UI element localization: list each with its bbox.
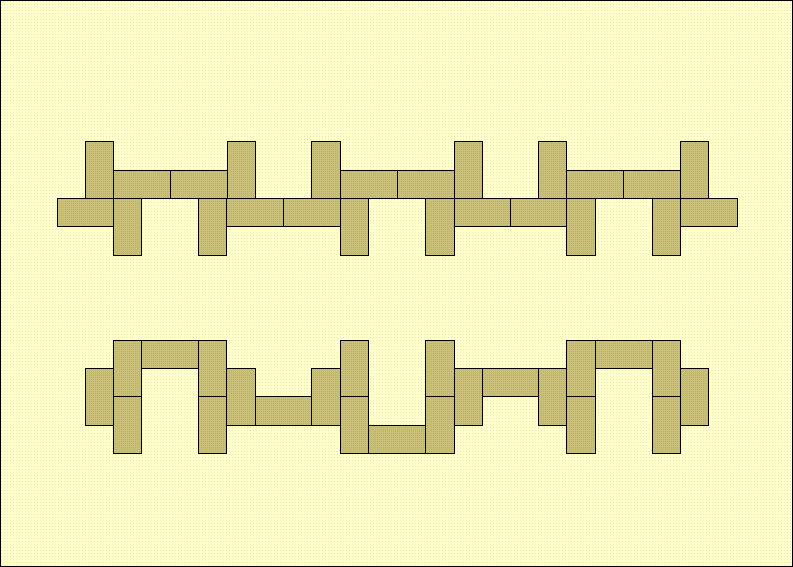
lower-domino-tile-3 — [142, 341, 199, 369]
upper-domino-tile-2 — [114, 171, 171, 199]
upper-domino-tile-10 — [341, 171, 398, 199]
lower-domino-tile-16 — [483, 369, 539, 397]
upper-domino-tile-23 — [653, 199, 681, 256]
lower-domino-tile-15 — [426, 397, 455, 454]
lower-domino-tile-5 — [199, 341, 227, 397]
upper-domino-tile-11 — [284, 199, 341, 227]
upper-domino-tile-20 — [567, 199, 596, 256]
lower-domino-tile-1 — [86, 369, 114, 426]
upper-domino-tile-3 — [58, 199, 114, 227]
background — [1, 1, 793, 567]
lower-domino-tile-20 — [567, 397, 596, 454]
lower-domino-tile-22 — [681, 369, 709, 426]
upper-domino-tile-9 — [312, 142, 341, 199]
lower-domino-tile-10 — [341, 341, 369, 397]
lower-domino-tile-7 — [199, 397, 227, 454]
upper-domino-tile-19 — [511, 199, 567, 227]
upper-domino-tile-8 — [227, 199, 284, 227]
upper-domino-tile-6 — [228, 142, 256, 199]
upper-domino-tile-1 — [86, 142, 114, 199]
lower-domino-tile-12 — [369, 426, 426, 454]
upper-domino-tile-17 — [539, 142, 567, 199]
upper-domino-tile-15 — [426, 199, 455, 256]
lower-domino-tile-21 — [653, 341, 681, 397]
lower-domino-tile-14 — [455, 369, 483, 426]
lower-domino-tile-8 — [256, 397, 312, 426]
upper-domino-tile-12 — [341, 199, 369, 256]
lower-domino-tile-4 — [114, 397, 142, 454]
lower-domino-tile-11 — [341, 397, 369, 454]
lower-domino-tile-13 — [426, 341, 455, 397]
lower-domino-tile-18 — [567, 341, 596, 397]
lower-domino-tile-17 — [539, 369, 567, 426]
upper-domino-tile-22 — [681, 142, 709, 199]
upper-domino-tile-24 — [681, 199, 738, 227]
upper-domino-tile-18 — [567, 171, 624, 199]
upper-domino-tile-16 — [455, 199, 511, 227]
upper-domino-tile-13 — [398, 171, 455, 199]
upper-domino-tile-4 — [114, 199, 142, 256]
upper-domino-tile-7 — [199, 199, 227, 256]
lower-domino-tile-6 — [227, 369, 256, 426]
lower-domino-tile-23 — [653, 397, 681, 454]
lower-domino-tile-2 — [114, 341, 142, 397]
lower-domino-tile-9 — [312, 369, 341, 426]
upper-domino-tile-21 — [624, 171, 681, 199]
upper-domino-tile-14 — [455, 142, 483, 199]
upper-domino-tile-5 — [171, 171, 228, 199]
lower-domino-tile-19 — [596, 341, 653, 369]
